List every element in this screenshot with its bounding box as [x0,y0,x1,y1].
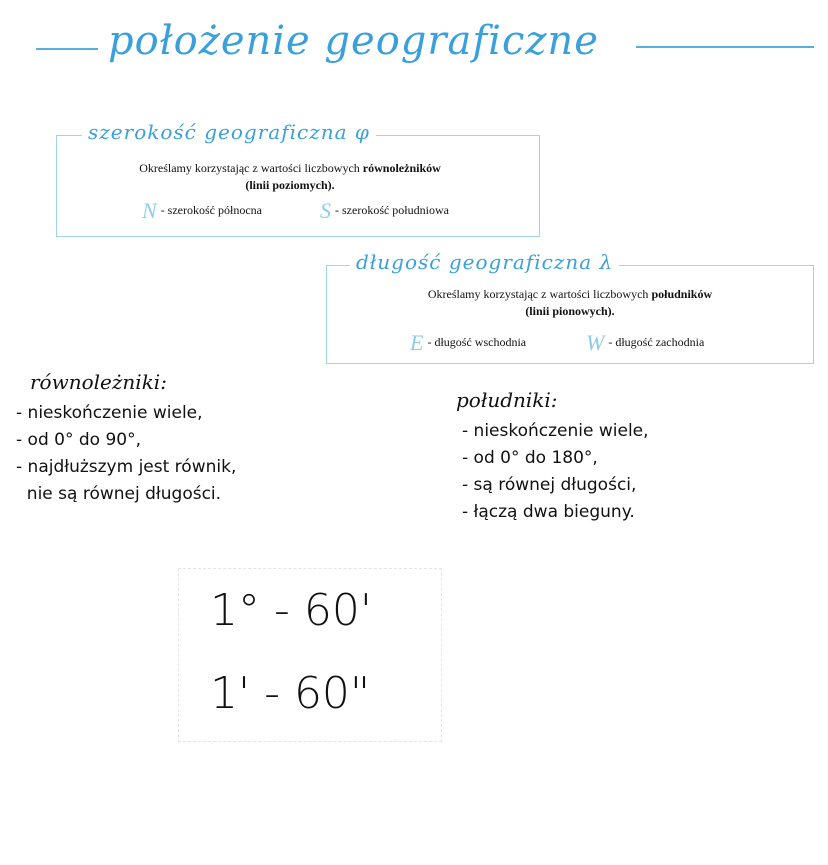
west-label: - długość zachodnia [608,334,705,349]
north-symbol: N [142,198,157,223]
south-symbol: S [320,198,331,223]
meridians-item: - łączą dwa bieguny. [462,502,635,522]
parallels-list [16,400,236,508]
title-line-right [636,46,814,48]
longitude-legend-east [410,330,526,356]
minute-equation: 1' - 60" [210,668,371,719]
longitude-description-line2: (linii pionowych). [525,304,615,318]
longitude-description-text: Określamy korzystając z wartości liczbowych [427,287,652,301]
latitude-legend-south [320,198,449,224]
latitude-heading: szerokość geograficzna φ [82,120,376,144]
meridians-item: - są równej długości, [462,475,637,495]
north-label: - szerokość północna [160,202,262,217]
latitude-description-bold: równoleżników [362,161,441,175]
longitude-legend-west [586,330,704,356]
meridians-item: - od 0° do 180°, [462,448,598,468]
title-line-left [36,48,98,50]
parallels-item: - najdłuższym jest równik, [16,457,237,477]
longitude-description [340,286,800,320]
longitude-description-bold: południków [651,287,713,301]
latitude-description-text: Określamy korzystając z wartości liczbowych [139,161,363,175]
latitude-description [70,160,510,194]
parallels-title: równoleżniki: [30,370,167,394]
page-title: położenie geograficzne [108,18,599,64]
latitude-legend-north [142,198,262,224]
parallels-item: nie są równej długości. [16,484,222,504]
south-label: - szerokość południowa [335,202,449,217]
latitude-description-line2: (linii poziomych). [245,178,335,192]
parallels-item: - nieskończenie wiele, [16,403,203,423]
meridians-title: południki: [456,388,558,412]
degree-equation: 1° - 60' [210,585,372,636]
east-label: - długość wschodnia [427,334,527,349]
meridians-item: - nieskończenie wiele, [462,421,649,441]
east-symbol: E [410,330,424,355]
meridians-list [462,418,649,526]
west-symbol: W [586,330,605,355]
parallels-item: - od 0° do 90°, [16,430,141,450]
longitude-heading: długość geograficzna λ [350,250,619,274]
